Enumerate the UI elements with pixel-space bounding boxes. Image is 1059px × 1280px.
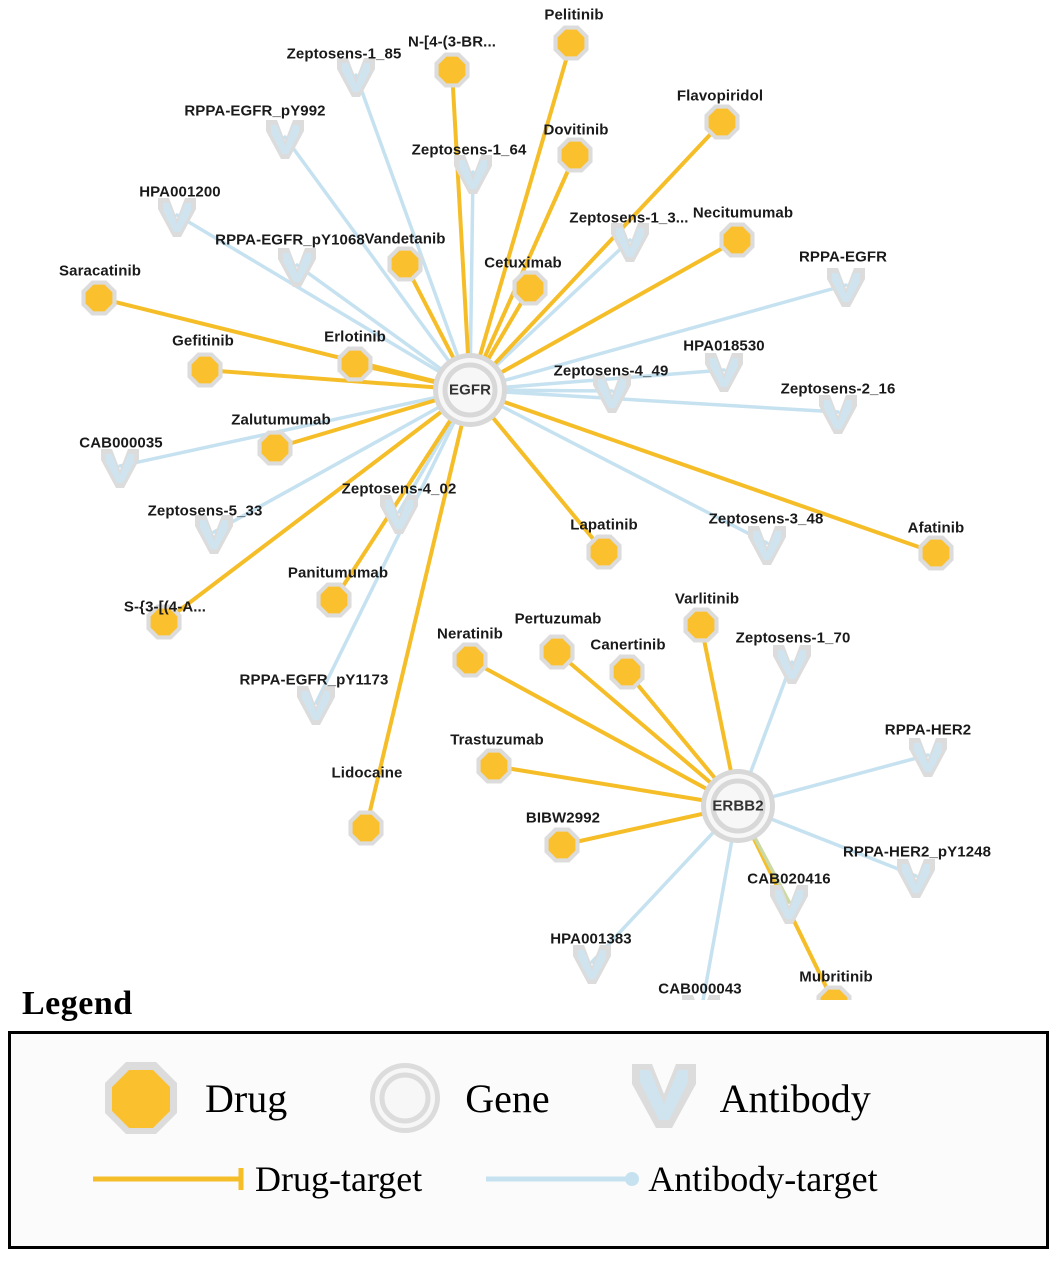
drug-node[interactable] [609,654,644,689]
drug-label: Necitumumab [692,204,794,222]
gene-label: EGFR [448,381,492,399]
antibody-node[interactable] [158,198,196,237]
antibody-icon [622,1056,706,1140]
antibody-label: RPPA-HER2 [884,721,972,739]
drug-node[interactable] [704,104,739,139]
drug-node[interactable] [187,352,222,387]
legend-item-antibody-target [482,1158,877,1200]
drug-label: Erlotinib [324,328,386,346]
antibody-node[interactable] [748,526,786,565]
antibody-label: Zeptosens-4_02 [341,480,457,498]
antibody-node[interactable] [770,885,808,924]
antibody-node[interactable] [573,945,611,984]
drug-node[interactable] [683,607,718,642]
drug-label: Vandetanib [364,230,446,248]
gene-label: ERBB2 [712,797,764,815]
antibody-target-edge-icon [482,1164,642,1194]
legend-label-gene: Gene [465,1075,550,1121]
antibody-node[interactable] [297,686,335,725]
drug-label: Trastuzumab [450,731,544,749]
drug-node[interactable] [452,642,487,677]
antibody-label: CAB000043 [658,980,742,998]
antibody-label: Zeptosens-2_16 [780,380,896,398]
drug-label: Cetuximab [484,254,562,272]
drug-label: Pertuzumab [514,610,602,628]
legend-label-antibody: Antibody [719,1075,871,1121]
antibody-label: Zeptosens-1_64 [411,141,527,159]
antibody-node[interactable] [705,353,743,392]
antibody-node[interactable] [611,223,649,262]
drug-node[interactable] [316,582,351,617]
legend-item-drug [91,1058,287,1138]
drug-label: Panitumumab [287,564,389,582]
drug-label: Lapatinib [570,516,638,534]
drug-label: Zalutumumab [231,411,331,429]
drug-icon [91,1058,191,1138]
drug-label: Saracatinib [59,262,141,280]
drug-node[interactable] [557,137,592,172]
legend-label-antibody-target: Antibody-target [648,1159,878,1199]
antibody-node[interactable] [101,449,139,488]
antibody-label: RPPA-EGFR [798,248,888,266]
drug-label: Lidocaine [331,764,403,782]
drug-node[interactable] [257,430,292,465]
drug-label: Afatinib [907,519,965,537]
legend-label-drug: Drug [205,1075,288,1121]
drug-label: BIBW2992 [525,809,601,827]
drug-node[interactable] [719,222,754,257]
drug-node[interactable] [512,270,547,305]
antibody-label: Zeptosens-3_48 [708,510,824,528]
drug-label: Dovitinib [543,121,609,139]
drug-label: Gefitinib [172,332,234,350]
legend-item-antibody [622,1056,871,1140]
drug-node[interactable] [434,52,469,87]
legend-section [0,985,1059,1249]
drug-node[interactable] [544,827,579,862]
drug-label: S-{3-[(4-A... [123,598,207,616]
antibody-node[interactable] [278,248,316,287]
antibody-label: RPPA-EGFR_pY1068 [215,231,365,249]
antibody-label: CAB000035 [79,434,163,452]
legend-box [8,1031,1049,1249]
antibody-label: HPA001200 [139,183,221,201]
antibody-label: Zeptosens-4_49 [553,362,669,380]
drug-node[interactable] [586,534,621,569]
antibody-label: Zeptosens-5_33 [147,502,263,520]
legend-title: Legend [22,985,133,1022]
drug-node[interactable] [337,346,372,381]
legend-item-drug-target [89,1158,422,1200]
drug-label: Flavopiridol [676,87,764,105]
legend-item-gene [359,1058,549,1138]
antibody-node[interactable] [195,515,233,554]
drug-node[interactable] [81,280,116,315]
antibody-label: RPPA-EGFR_pY1173 [239,671,389,689]
antibody-label: Zeptosens-1_3... [569,209,689,227]
antibody-node[interactable] [897,859,935,898]
antibody-label: RPPA-HER2_pY1248 [842,843,992,861]
antibody-label: RPPA-EGFR_pY992 [184,102,326,120]
drug-node[interactable] [476,748,511,783]
drug-label: Canertinib [590,636,666,654]
drug-label: Mubritinib [799,968,873,986]
legend-label-drug-target: Drug-target [255,1159,423,1199]
drug-node[interactable] [918,535,953,570]
antibody-label: HPA018530 [683,337,765,355]
drug-node[interactable] [348,810,383,845]
gene-icon [359,1058,451,1138]
antibody-label: HPA001383 [550,930,632,948]
drug-node[interactable] [553,25,588,60]
drug-label: Varlitinib [674,590,740,608]
antibody-label: CAB020416 [747,870,831,888]
antibody-label: Zeptosens-1_85 [286,45,402,63]
drug-target-edge-icon [89,1164,249,1194]
antibody-node[interactable] [909,738,947,777]
graph-edge [316,390,470,703]
antibody-node[interactable] [819,395,857,434]
drug-label: N-[4-(3-BR... [408,33,496,51]
drug-label: Neratinib [437,625,503,643]
drug-label: Pelitinib [544,6,604,24]
drug-node[interactable] [387,246,422,281]
drug-node[interactable] [539,634,574,669]
antibody-node[interactable] [827,268,865,307]
antibody-label: Zeptosens-1_70 [735,629,851,647]
graph-edge [452,70,470,390]
